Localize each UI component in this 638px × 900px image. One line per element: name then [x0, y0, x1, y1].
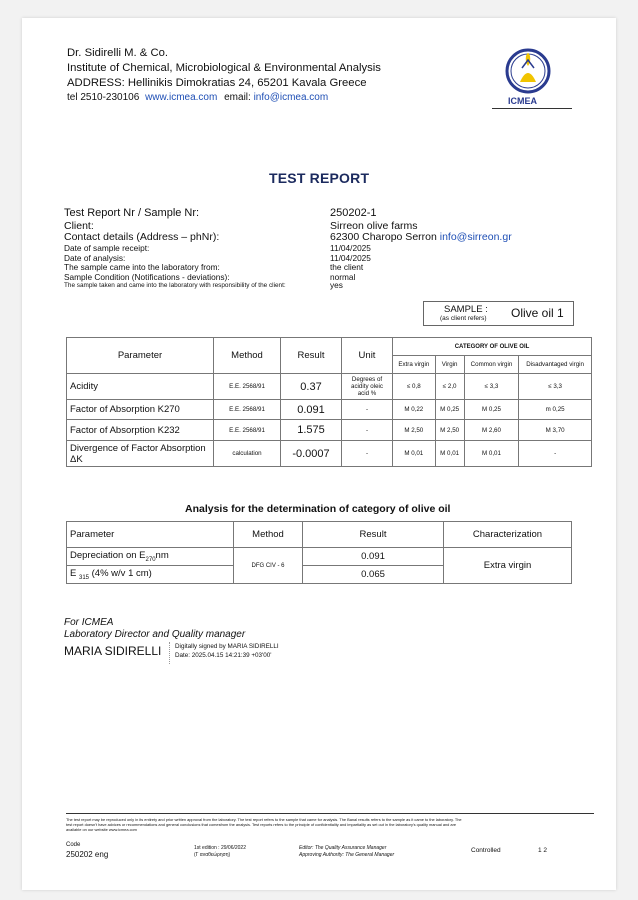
footer-code-label: Code [66, 842, 81, 848]
came-from-label: The sample came into the laboratory from: [64, 262, 220, 272]
t2-row1-parameter: Depreciation on $E_{270}nm$ [67, 548, 234, 566]
receipt-date: 11/04/2025 [330, 243, 371, 253]
condition-label: Sample Condition (Notifications - deviations): [64, 271, 230, 282]
row-unit: - [342, 420, 393, 441]
contact-line [67, 92, 328, 103]
digital-signature-line2: Date: 2025.04.15 14:21:39 +03'00' [175, 652, 272, 659]
row-unit: Degrees of acidity oleic acid % [342, 374, 393, 400]
receipt-label: Date of sample receipt: [64, 243, 150, 253]
t2-result1: 0.091 [303, 548, 444, 566]
analysis-date: 11/04/2025 [330, 252, 371, 263]
report-page [22, 18, 616, 890]
row-result: 1.575 [281, 420, 342, 441]
row-cat3: M 2,60 [464, 420, 519, 441]
footer-edition: 1st edition : 29/06/2022 [194, 845, 246, 851]
contact-details [330, 232, 512, 243]
footer-disclaimer: The test report may be reproduced only in its entirety and prior written approval from the laboratory. The test report refers to the sample that came for analysis. The Banal results refers to the sample as it came to the laboratory. The test report doesn't have advices or recommendations and general conclusions that comesfrom the analysis. Test reports refers to the principle of confidentiality and impartiality as set out in the laboratory's quality manual and are available on our website www.icmea.com [66, 817, 462, 832]
address: ADDRESS: Hellinikis Dimokratias 24, 65201 Kavala Greece [67, 77, 367, 89]
section2-title: Analysis for the determination of category of olive oil [185, 503, 451, 515]
responsibility: yes [330, 280, 343, 290]
t2-characterization: Extra virgin [444, 548, 572, 584]
row-cat4: M 3,70 [519, 420, 592, 441]
table-row [67, 548, 572, 566]
row-cat1: ≤ 0,8 [393, 374, 436, 400]
row-cat2: M 2,50 [435, 420, 464, 441]
email-link[interactable]: info@icmea.com [253, 92, 329, 103]
th-cat-extra-virgin: Extra virgin [393, 356, 436, 374]
t2-th-characterization: Characterization [444, 522, 572, 548]
th-result: Result [281, 338, 342, 374]
client-label: Client: [64, 220, 94, 232]
email-label: email: [224, 92, 251, 103]
table-row [67, 441, 592, 467]
table-row [67, 420, 592, 441]
row-cat3: M 0,01 [464, 441, 519, 467]
row-cat4: ≤ 3,3 [519, 374, 592, 400]
row-result: -0.0007 [281, 441, 342, 467]
row-cat4: - [519, 441, 592, 467]
company-name: Dr. Sidirelli M. & Co. [67, 47, 169, 59]
row-unit: - [342, 441, 393, 467]
row-cat1: M 0,22 [393, 400, 436, 420]
t2-result2: 0.065 [303, 566, 444, 584]
report-nr-label: Test Report Nr / Sample Nr: [64, 207, 200, 219]
row-cat2: ≤ 2,0 [435, 374, 464, 400]
sample-sublabel: (as client refers) [440, 315, 487, 322]
digital-signature-line1: Digitally signed by MARIA SIDIRELLI [175, 643, 279, 650]
signature-role: Laboratory Director and Quality manager [64, 629, 246, 640]
row-method: E.E. 2568/91 [214, 400, 281, 420]
footer-divider [66, 813, 594, 814]
report-nr: 250202-1 [330, 207, 377, 219]
th-cat-virgin: Virgin [435, 356, 464, 374]
icmea-logo-icon [498, 46, 564, 96]
table-row [67, 374, 592, 400]
th-cat-common-virgin: Common virgin [464, 356, 519, 374]
report-title: TEST REPORT [269, 170, 370, 186]
row-unit: - [342, 400, 393, 420]
contact-label: Contact details (Address – phNr): [64, 231, 220, 243]
t2-method: DFG CIV - 6 [234, 548, 303, 584]
row-cat2: M 0,01 [435, 441, 464, 467]
table-row [67, 400, 592, 420]
institute-name: Institute of Chemical, Microbiological & Environmental Analysis [67, 62, 381, 74]
row-cat2: M 0,25 [435, 400, 464, 420]
contact-address: 62300 Charopo Serron [330, 231, 437, 243]
row-result: 0.37 [281, 374, 342, 400]
results-table [66, 337, 592, 467]
client: Sirreon olive farms [330, 220, 418, 232]
row-cat1: M 0,01 [393, 441, 436, 467]
footer-edition-sub: (Γ αναθεώρηση) [194, 852, 231, 858]
row-parameter: Factor of Absorption K270 [67, 400, 214, 420]
t2-th-parameter: Parameter [67, 522, 234, 548]
row-parameter: Factor of Absorption K232 [67, 420, 214, 441]
th-method: Method [214, 338, 281, 374]
telephone: tel 2510-230106 [67, 92, 140, 103]
row-method: calculation [214, 441, 281, 467]
footer-approver: Approving Authority: The General Manager [299, 852, 395, 858]
th-parameter: Parameter [67, 338, 214, 374]
row-cat3: M 0,25 [464, 400, 519, 420]
category-table [66, 521, 572, 584]
row-parameter: Acidity [67, 374, 214, 400]
came-from: the client [330, 262, 364, 272]
th-unit: Unit [342, 338, 393, 374]
signature-for: For ICMEA [64, 617, 114, 628]
sample-label: SAMPLE : [444, 304, 488, 315]
footer-page: 1 2 [538, 847, 548, 854]
footer-status: Controlled [471, 847, 501, 854]
footer-code: 250202 eng [66, 850, 109, 859]
th-cat-disadvantaged: Disadvantaged virgin [519, 356, 592, 374]
row-method: E.E. 2568/91 [214, 420, 281, 441]
row-cat1: M 2,50 [393, 420, 436, 441]
signatory-name: MARIA SIDIRELLI [64, 644, 162, 658]
t2-th-method: Method [234, 522, 303, 548]
sample-box [423, 301, 574, 326]
website-link[interactable]: www.icmea.com [145, 92, 218, 103]
analysis-label: Date of analysis: [64, 252, 126, 263]
client-email-link[interactable]: info@sirreon.gr [439, 231, 512, 243]
t2-th-result: Result [303, 522, 444, 548]
logo-text: ICMEA [508, 96, 537, 106]
footer-editor: Editor: The Quality Assurance Manager [299, 845, 387, 851]
responsibility-label: The sample taken and came into the laboratory with responsibility of the client: [64, 282, 286, 289]
th-category: CATEGORY OF OLIVE OIL [393, 338, 592, 356]
row-result: 0.091 [281, 400, 342, 420]
condition: normal [330, 271, 356, 282]
t2-row2-parameter: E $_{315}$ (4% w/v 1 cm) [67, 566, 234, 584]
row-parameter: Divergence of Factor Absorption ΔK [67, 441, 214, 467]
row-cat4: m 0,25 [519, 400, 592, 420]
icmea-logo [498, 46, 564, 108]
row-cat3: ≤ 3,3 [464, 374, 519, 400]
sample-value: Olive oil 1 [511, 306, 564, 320]
row-method: E.E. 2568/91 [214, 374, 281, 400]
